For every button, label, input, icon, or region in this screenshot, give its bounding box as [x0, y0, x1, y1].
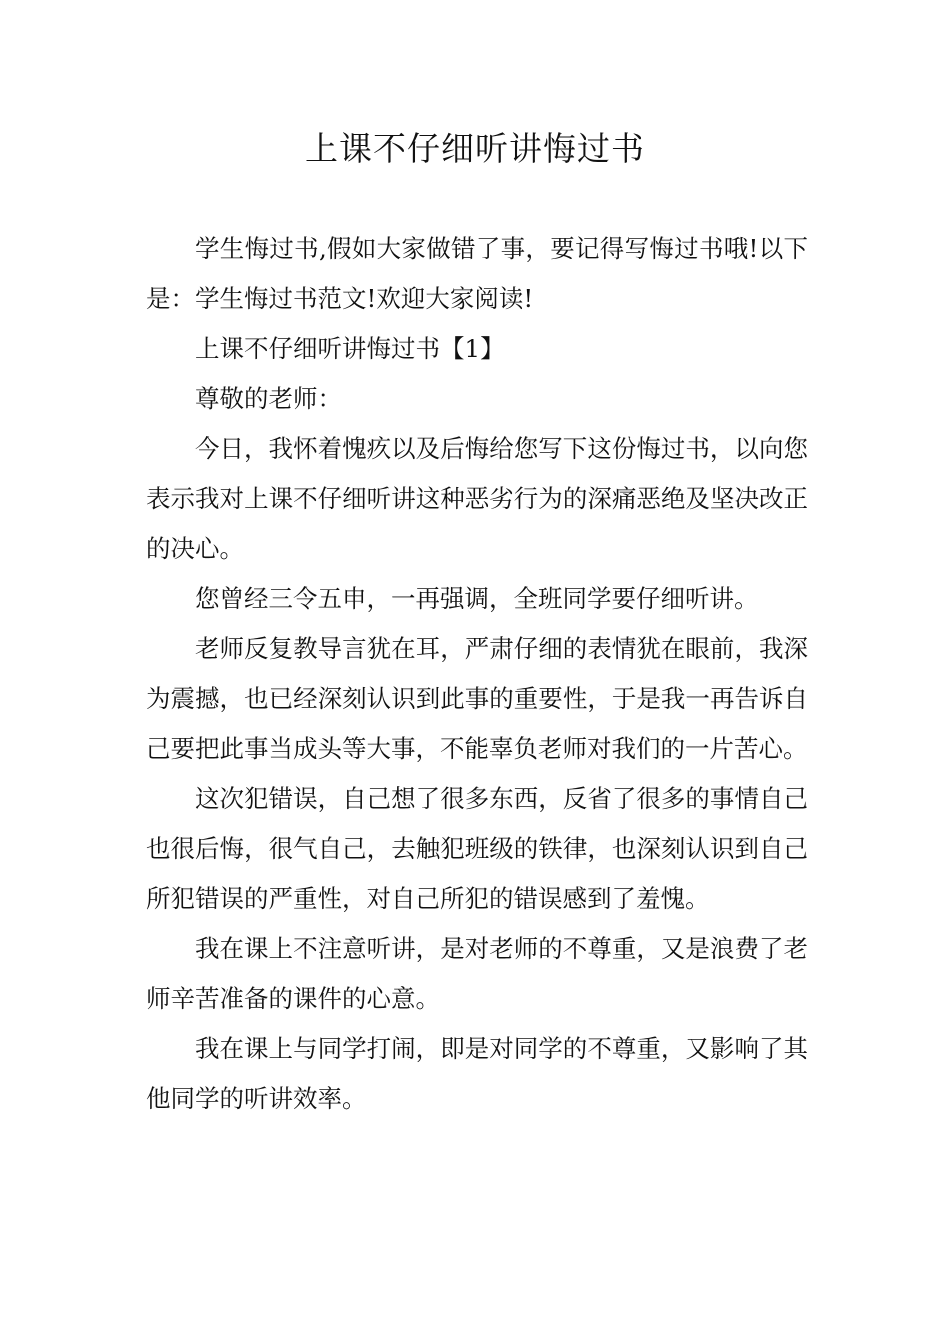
body-paragraph: 我在课上不注意听讲，是对老师的不尊重，又是浪费了老师辛苦准备的课件的心意。 [146, 934, 808, 1013]
intro-paragraph: 学生悔过书,假如大家做错了事，要记得写悔过书哦!以下是：学生悔过书范文!欢迎大家阅读! [146, 234, 808, 313]
salutation: 尊敬的老师： [195, 384, 342, 413]
body-paragraph: 我在课上与同学打闹，即是对同学的不尊重，又影响了其他同学的听讲效率。 [146, 1034, 808, 1113]
body-paragraph: 您曾经三令五申，一再强调，全班同学要仔细听讲。 [195, 584, 759, 613]
body-paragraph: 老师反复教导言犹在耳，严肃仔细的表情犹在眼前，我深为震撼，也已经深刻认识到此事的重要性，于是我一再告诉自己要把此事当成头等大事，不能辜负老师对我们的一片苦心。 [146, 634, 808, 763]
body-paragraph: 今日，我怀着愧疚以及后悔给您写下这份悔过书，以向您表示我对上课不仔细听讲这种恶劣行为的深痛恶绝及坚决改正的决心。 [146, 434, 808, 563]
document-body [146, 224, 808, 1124]
body-paragraph: 这次犯错误，自己想了很多东西，反省了很多的事情自己也很后悔，很气自己，去触犯班级的铁律，也深刻认识到自己所犯错误的严重性，对自己所犯的错误感到了羞愧。 [146, 784, 808, 913]
document-title: 上课不仔细听讲悔过书 [305, 129, 645, 168]
section-heading: 上课不仔细听讲悔过书【1】 [195, 334, 505, 363]
